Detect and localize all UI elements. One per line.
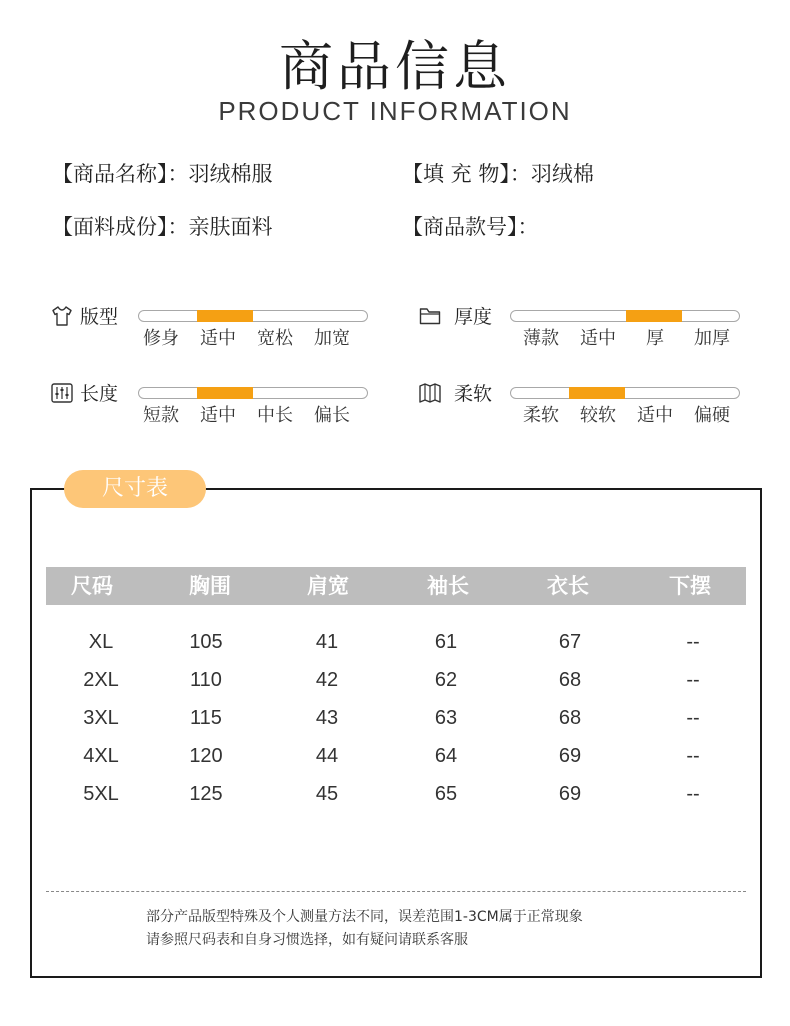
metric-softness xyxy=(418,381,748,461)
table-cell: 5XL xyxy=(83,783,119,805)
info-product-name: 【商品名称】：羽绒棉服 xyxy=(52,162,273,186)
metric-softness-track xyxy=(510,387,740,399)
metric-fit xyxy=(50,304,380,384)
table-cell: 125 xyxy=(189,783,223,805)
table-cell: -- xyxy=(686,669,700,691)
table-cell: 2XL xyxy=(83,669,119,691)
table-cell: -- xyxy=(686,783,700,805)
table-cell: 65 xyxy=(434,783,458,805)
table-cell: 67 xyxy=(558,631,582,653)
metric-thickness-fill xyxy=(626,310,682,322)
table-row xyxy=(46,700,746,736)
table-cell: -- xyxy=(686,707,700,729)
metric-fit-option: 宽松 xyxy=(257,328,293,349)
metric-thickness-label: 厚度 xyxy=(454,306,493,328)
metric-softness-option: 偏硬 xyxy=(694,405,730,426)
metric-length-fill xyxy=(197,387,253,399)
metric-softness-option: 适中 xyxy=(637,405,673,426)
size-table-badge: 尺寸表 xyxy=(64,470,206,508)
column-header: 衣长 xyxy=(547,574,589,598)
metric-length-option: 偏长 xyxy=(314,405,350,426)
metric-length-option: 适中 xyxy=(200,405,236,426)
metric-softness-option: 较软 xyxy=(580,405,616,426)
book-icon xyxy=(418,381,442,405)
info-filling: 【填 充 物】：羽绒棉 xyxy=(402,162,594,186)
tshirt-icon xyxy=(50,304,74,328)
column-header: 下摆 xyxy=(669,574,711,598)
equalizer-icon xyxy=(50,381,74,405)
note-line-2: 请参照尺码表和自身习惯选择，如有疑问请联系客服 xyxy=(146,932,468,948)
column-header: 肩宽 xyxy=(307,574,349,598)
table-cell: 45 xyxy=(315,783,339,805)
table-cell: 110 xyxy=(190,669,222,691)
metric-fit-label: 版型 xyxy=(80,306,119,328)
column-header: 袖长 xyxy=(427,574,469,598)
metric-thickness-option: 薄款 xyxy=(523,328,559,349)
table-cell: -- xyxy=(686,745,700,767)
table-cell: 68 xyxy=(558,707,582,729)
table-cell: XL xyxy=(88,631,114,653)
table-cell: -- xyxy=(686,631,700,653)
folder-icon xyxy=(418,304,442,328)
table-cell: 115 xyxy=(190,707,222,729)
table-row xyxy=(46,662,746,698)
column-header: 胸围 xyxy=(189,574,231,598)
table-cell: 62 xyxy=(434,669,458,691)
table-cell: 105 xyxy=(189,631,223,653)
table-cell: 3XL xyxy=(83,707,119,729)
table-row xyxy=(46,624,746,660)
size-table-header xyxy=(46,567,746,605)
info-fabric: 【面料成份】：亲肤面料 xyxy=(52,215,273,239)
metric-length-label: 长度 xyxy=(80,383,119,405)
page-subtitle: PRODUCT INFORMATION xyxy=(218,96,572,126)
table-cell: 41 xyxy=(315,631,339,653)
table-row xyxy=(46,776,746,812)
metric-thickness-option: 加厚 xyxy=(694,328,730,349)
metric-length-track xyxy=(138,387,368,399)
table-cell: 63 xyxy=(434,707,458,729)
metric-fit-fill xyxy=(197,310,253,322)
metric-fit-option: 加宽 xyxy=(314,328,350,349)
metric-softness-label: 柔软 xyxy=(454,383,493,405)
metric-fit-track xyxy=(138,310,368,322)
page-title: 商品信息 xyxy=(279,35,511,98)
metric-thickness-option: 厚 xyxy=(646,328,664,349)
metric-thickness-option: 适中 xyxy=(580,328,616,349)
table-cell: 4XL xyxy=(83,745,119,767)
table-cell: 69 xyxy=(558,745,582,767)
metric-thickness xyxy=(418,304,748,384)
table-row xyxy=(46,738,746,774)
table-cell: 69 xyxy=(558,783,582,805)
table-cell: 68 xyxy=(558,669,582,691)
table-cell: 61 xyxy=(434,631,458,653)
dashed-divider xyxy=(46,891,746,892)
metric-thickness-track xyxy=(510,310,740,322)
metric-length xyxy=(50,381,380,461)
info-model-number: 【商品款号】： xyxy=(402,215,539,239)
note-line-1: 部分产品版型特殊及个人测量方法不同，误差范围1-3CM属于正常现象 xyxy=(146,909,583,925)
table-cell: 43 xyxy=(315,707,339,729)
metric-length-option: 短款 xyxy=(143,405,179,426)
table-cell: 44 xyxy=(315,745,339,767)
table-cell: 64 xyxy=(434,745,458,767)
metric-length-option: 中长 xyxy=(257,405,293,426)
column-header: 尺码 xyxy=(71,574,113,598)
metric-softness-option: 柔软 xyxy=(523,405,559,426)
table-cell: 120 xyxy=(189,745,223,767)
table-cell: 42 xyxy=(315,669,339,691)
metric-softness-fill xyxy=(569,387,625,399)
metric-fit-option: 适中 xyxy=(200,328,236,349)
metric-fit-option: 修身 xyxy=(143,328,179,349)
